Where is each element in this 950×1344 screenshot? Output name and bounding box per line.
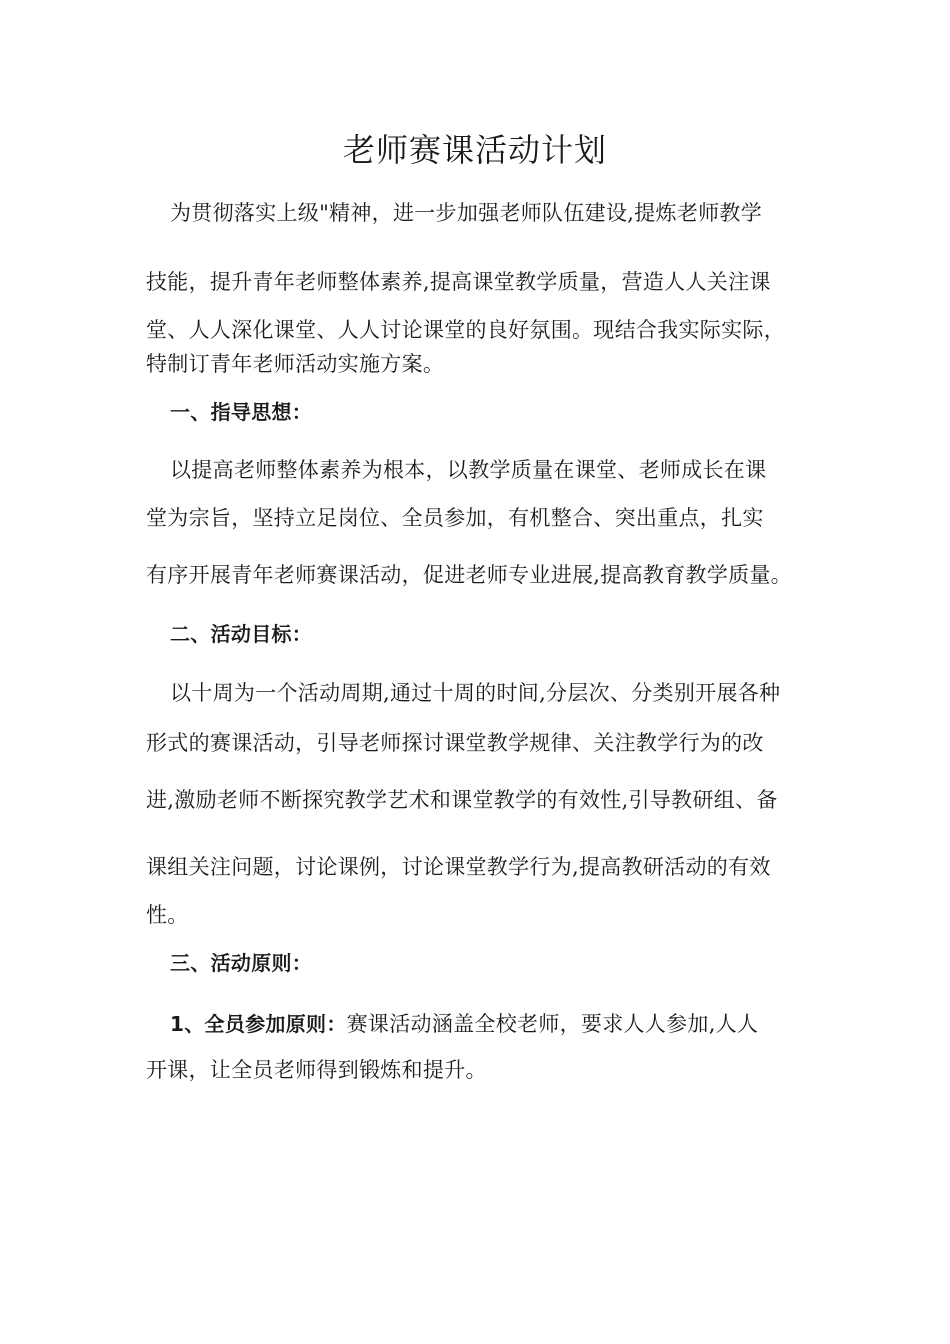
section2-line-2: 形式的赛课活动，引导老师探讨课堂教学规律、关注教学行为的改 [146, 731, 764, 755]
section2-heading: 二、活动目标： [170, 622, 313, 646]
intro-line-3: 堂、人人深化课堂、人人讨论课堂的良好氛围。现结合我实际实际， [146, 318, 785, 342]
section1-line-2: 堂为宗旨，坚持立足岗位、全员参加，有机整合、突出重点，扎实 [146, 506, 764, 530]
section2-line-5: 性。 [146, 903, 189, 927]
intro-line-2: 技能，提升青年老师整体素养,提高课堂教学质量，营造人人关注课 [146, 270, 771, 294]
principle1-line [170, 1010, 758, 1038]
section2-line-1: 以十周为一个活动周期,通过十周的时间,分层次、分类别开展各种 [170, 681, 781, 705]
section2-line-4: 课组关注问题，讨论课例，讨论课堂教学行为,提高教研活动的有效 [146, 855, 771, 879]
principle1-label: 1、全员参加原则： [170, 1012, 347, 1036]
section1-line-3: 有序开展青年老师赛课活动，促进老师专业进展,提高教育教学质量。 [146, 563, 792, 587]
intro-line-4: 特制订青年老师活动实施方案。 [146, 352, 445, 376]
section3-heading: 三、活动原则： [170, 951, 313, 975]
intro-line-1: 为贯彻落实上级"精神，进一步加强老师队伍建设,提炼老师教学 [170, 201, 763, 225]
section1-line-1: 以提高老师整体素养为根本，以教学质量在课堂、老师成长在课 [170, 458, 767, 482]
section2-line-3: 进,激励老师不断探究教学艺术和课堂教学的有效性,引导教研组、备 [146, 788, 778, 812]
principle1-continuation: 开课，让全员老师得到锻炼和提升。 [146, 1058, 487, 1082]
document-title: 老师赛课活动计划 [342, 131, 607, 169]
principle1-text: 赛课活动涵盖全校老师，要求人人参加,人人 [346, 1012, 759, 1036]
section1-heading: 一、指导思想： [170, 400, 313, 424]
